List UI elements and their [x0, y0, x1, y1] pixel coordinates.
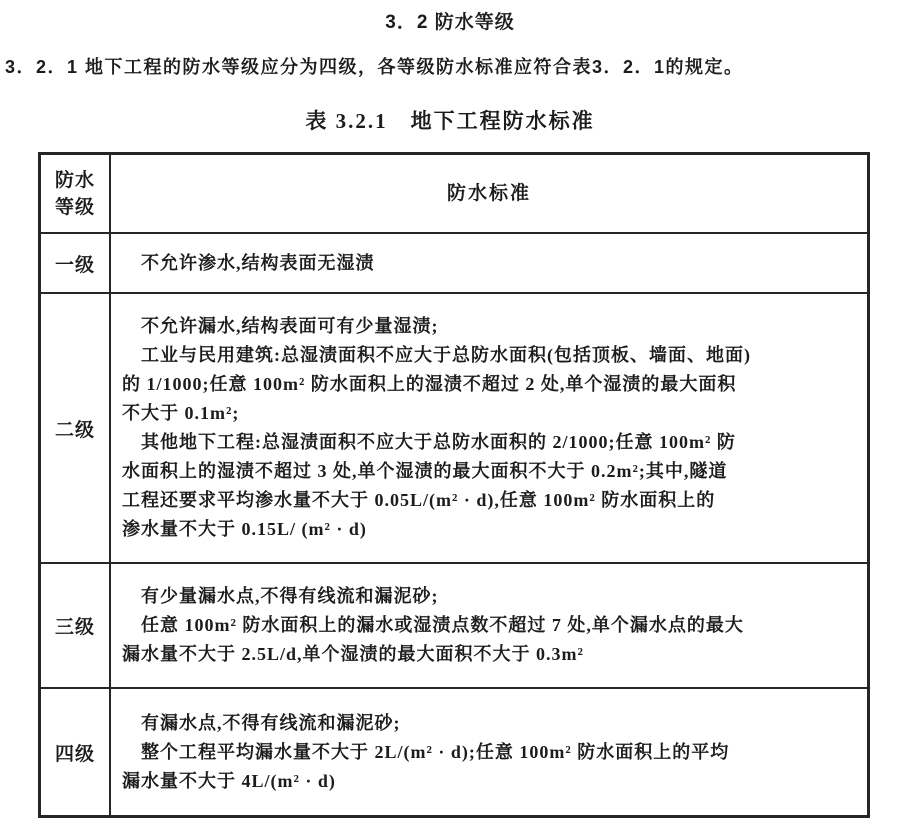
clause-text: 3．2．1 地下工程的防水等级应分为四级，各等级防水标准应符合表3．2．1的规定。 — [5, 57, 744, 77]
text-line: 任意 100m² 防水面积上的漏水或湿渍点数不超过 7 处,单个漏水点的最大 — [122, 615, 744, 635]
grade-cell-level-4: 四级 — [41, 689, 111, 815]
text-line: 有少量漏水点,不得有线流和漏泥砂; — [122, 586, 439, 606]
waterproof-standard-table — [38, 152, 870, 818]
text-line: 防水 — [54, 169, 95, 191]
text-line: 整个工程平均漏水量不大于 2L/(m² · d);任意 100m² 防水面积上的平均 — [122, 741, 730, 762]
standard-cell-level-4 — [111, 689, 867, 815]
text-line: 不允许渗水,结构表面无湿渍 — [122, 252, 375, 273]
text-line: 的 1/1000;任意 100m² 防水面积上的湿渍不超过 2 处,单个湿渍的最大面积 — [122, 374, 737, 394]
text-line: 其他地下工程:总湿渍面积不应大于总防水面积的 2/1000;任意 100m² 防 — [122, 432, 736, 452]
grade-cell-level-3: 三级 — [41, 564, 111, 689]
grade-column-header — [41, 155, 111, 234]
standard-cell-level-1 — [111, 234, 867, 294]
grade-cell-level-2: 二级 — [41, 294, 111, 564]
text-line: 工程还要求平均渗水量不大于 0.05L/(m² · d),任意 100m² 防水面积上的 — [122, 490, 716, 510]
text-line: 等级 — [54, 196, 95, 218]
section-title: 3．2 防水等级 — [385, 12, 515, 33]
text-line: 不允许漏水,结构表面可有少量湿渍; — [122, 316, 439, 336]
grade-cell-level-1: 一级 — [41, 234, 111, 294]
text-line: 水面积上的湿渍不超过 3 处,单个湿渍的最大面积不大于 0.2m²;其中,隧道 — [122, 461, 728, 481]
table-caption: 表 3.2.1 地下工程防水标准 — [305, 109, 595, 133]
text-line: 工业与民用建筑:总湿渍面积不应大于总防水面积(包括顶板、墙面、地面) — [122, 345, 751, 365]
text-line: 漏水量不大于 4L/(m² · d) — [122, 770, 336, 791]
text-line: 漏水量不大于 2.5L/d,单个湿渍的最大面积不大于 0.3m² — [122, 644, 584, 664]
text-line: 渗水量不大于 0.15L/ (m² · d) — [122, 519, 367, 539]
standard-cell-level-3 — [111, 564, 867, 689]
standard-cell-level-2 — [111, 294, 867, 564]
text-line: 防水标准 — [446, 183, 531, 204]
text-line: 不大于 0.1m²; — [122, 403, 240, 423]
text-line: 有漏水点,不得有线流和漏泥砂; — [122, 712, 401, 733]
standard-column-header — [111, 155, 867, 234]
